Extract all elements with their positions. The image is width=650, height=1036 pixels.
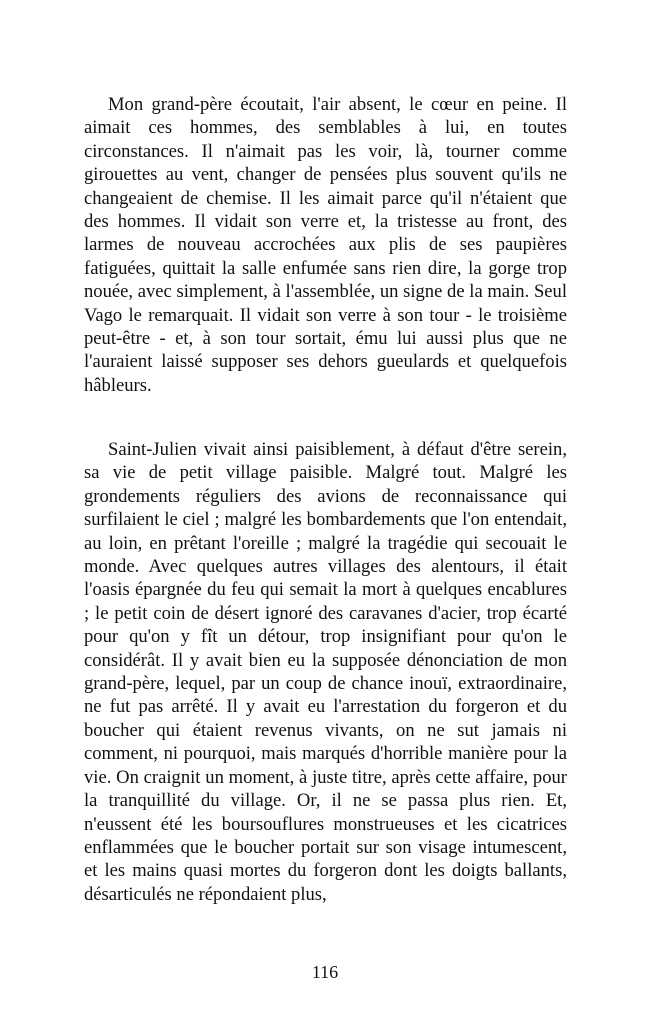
paragraph-2: Saint-Julien vivait ainsi paisiblement, à défaut d'être serein, sa vie de petit village paisible. Malgré tout. Malgré les grondements réguliers des avions de reconnaissance qui surfilaient le ciel ; malgré les bombardements que l'on entendait, au loin, en prêtant l'oreille ; malgré la tragédie qui secouait le monde. Avec quelques autres villages des alentours, il était l'oasis épargnée du feu qui semait la mort à quelques encablures ; le petit coin de désert ignoré des caravanes d'acier, trop écarté pour qu'on y fît un détour, trop insignifiant pour qu'on le considérât. Il y avait bien eu la supposée dénonciation de mon grand-père, lequel, par un coup de chance inouï, extraordinaire, ne fut pas arrêté. Il y avait eu l'arrestation du forgeron et du boucher qui étaient revenus vivants, on ne sut jamais ni comment, ni pourquoi, mais marqués d'horrible manière pour la vie. On craignit un moment, à juste titre, après cette affaire, pour la tranquillité du village. Or, il ne se passa plus rien. Et, n'eussent été les boursouflures monstrueuses et les cicatrices enflammées que le boucher portait sur son visage intumescent, et les mains quasi mortes du forgeron dont les doigts ballants, désarticulés ne répondaient plus, xyxy=(84,439,567,905)
paragraph-1: Mon grand-père écoutait, l'air absent, le cœur en peine. Il aimait ces hommes, des semblables à lui, en toutes circonstances. Il n'aimait pas les voir, là, tourner comme girouettes au vent, changer de pensées plus souvent qu'ils ne changeaient de chemise. Il les aimait parce qu'il n'étaient que des hommes. Il vidait son verre et, la tristesse au front, des larmes de nouveau accrochées aux plis de ses paupières fatiguées, quittait la salle enfumée sans rien dire, la gorge trop nouée, avec simplement, à l'assemblée, un signe de la main. Seul Vago le remarquait. Il vidait son verre à son tour - le troisième peut-être - et, à son tour sortait, ému lui aussi plus que ne l'auraient laissé supposer ses dehors gueulards et quelquefois hâbleurs. xyxy=(84,94,567,396)
page-number: 116 xyxy=(311,962,339,982)
